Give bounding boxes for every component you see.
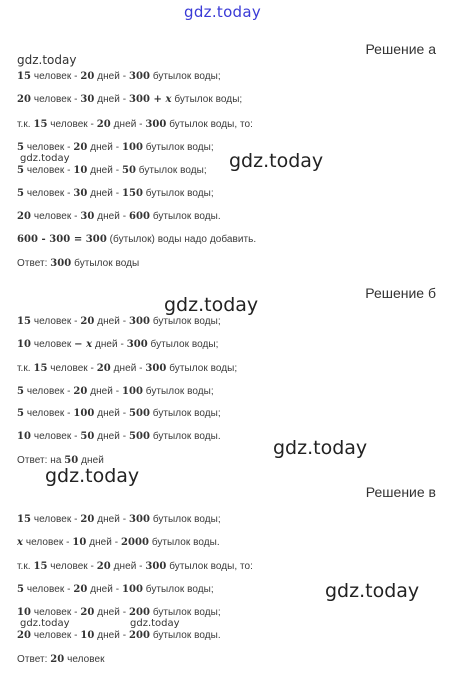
- watermark-top: gdz.today: [184, 3, 262, 21]
- answer-line: Ответ: 300 бутылок воды: [17, 258, 140, 269]
- watermark: gdz.today: [20, 153, 70, 164]
- solution-line: 5 человек - 100 дней - 500 бутылок воды;: [17, 408, 221, 419]
- solution-line: 20 человек - 30 дней - 600 бутылок воды.: [17, 211, 221, 222]
- solution-line: т.к. 15 человек - 20 дней - 300 бутылок воды, то:: [17, 119, 253, 130]
- watermark: gdz.today: [273, 437, 368, 459]
- solution-line: 10 человек − x дней - 300 бутылок воды;: [17, 339, 219, 350]
- heading-solution-a: Решение а: [365, 41, 436, 57]
- solution-line: 5 человек - 20 дней - 100 бутылок воды;: [17, 386, 214, 397]
- solution-line: т.к. 15 человек - 20 дней - 300 бутылок воды;: [17, 363, 238, 374]
- answer-line: Ответ: на 50 дней: [17, 455, 104, 466]
- watermark: gdz.today: [130, 618, 180, 629]
- solution-line: 10 человек - 50 дней - 500 бутылок воды.: [17, 431, 221, 442]
- solution-line: 15 человек - 20 дней - 300 бутылок воды;: [17, 514, 221, 525]
- solution-line: x человек - 10 дней - 2000 бутылок воды.: [17, 537, 220, 548]
- solution-line: 600 - 300 = 300 (бутылок) воды надо добавить.: [17, 234, 257, 245]
- watermark: gdz.today: [17, 53, 77, 67]
- solution-line: 5 человек - 30 дней - 150 бутылок воды;: [17, 188, 214, 199]
- solution-line: 5 человек - 20 дней - 100 бутылок воды;: [17, 142, 214, 153]
- solution-line: 15 человек - 20 дней - 300 бутылок воды;: [17, 71, 221, 82]
- solution-line: 15 человек - 20 дней - 300 бутылок воды;: [17, 316, 221, 327]
- heading-solution-c: Решение в: [365, 484, 436, 500]
- watermark: gdz.today: [325, 580, 420, 602]
- solution-line: 20 человек - 10 дней - 200 бутылок воды.: [17, 630, 221, 641]
- solution-line: 20 человек - 30 дней - 300 + x бутылок воды;: [17, 94, 243, 105]
- watermark: gdz.today: [164, 294, 259, 316]
- solution-line: 10 человек - 20 дней - 200 бутылок воды;: [17, 607, 221, 618]
- watermark: gdz.today: [45, 465, 140, 487]
- solution-line: 5 человек - 10 дней - 50 бутылок воды;: [17, 165, 207, 176]
- watermark: gdz.today: [20, 618, 70, 629]
- watermark: gdz.today: [229, 150, 324, 172]
- answer-line: Ответ: 20 человек: [17, 654, 105, 665]
- heading-solution-b: Решение б: [365, 285, 436, 301]
- solution-line: т.к. 15 человек - 20 дней - 300 бутылок воды, то:: [17, 561, 253, 572]
- solution-line: 5 человек - 20 дней - 100 бутылок воды;: [17, 584, 214, 595]
